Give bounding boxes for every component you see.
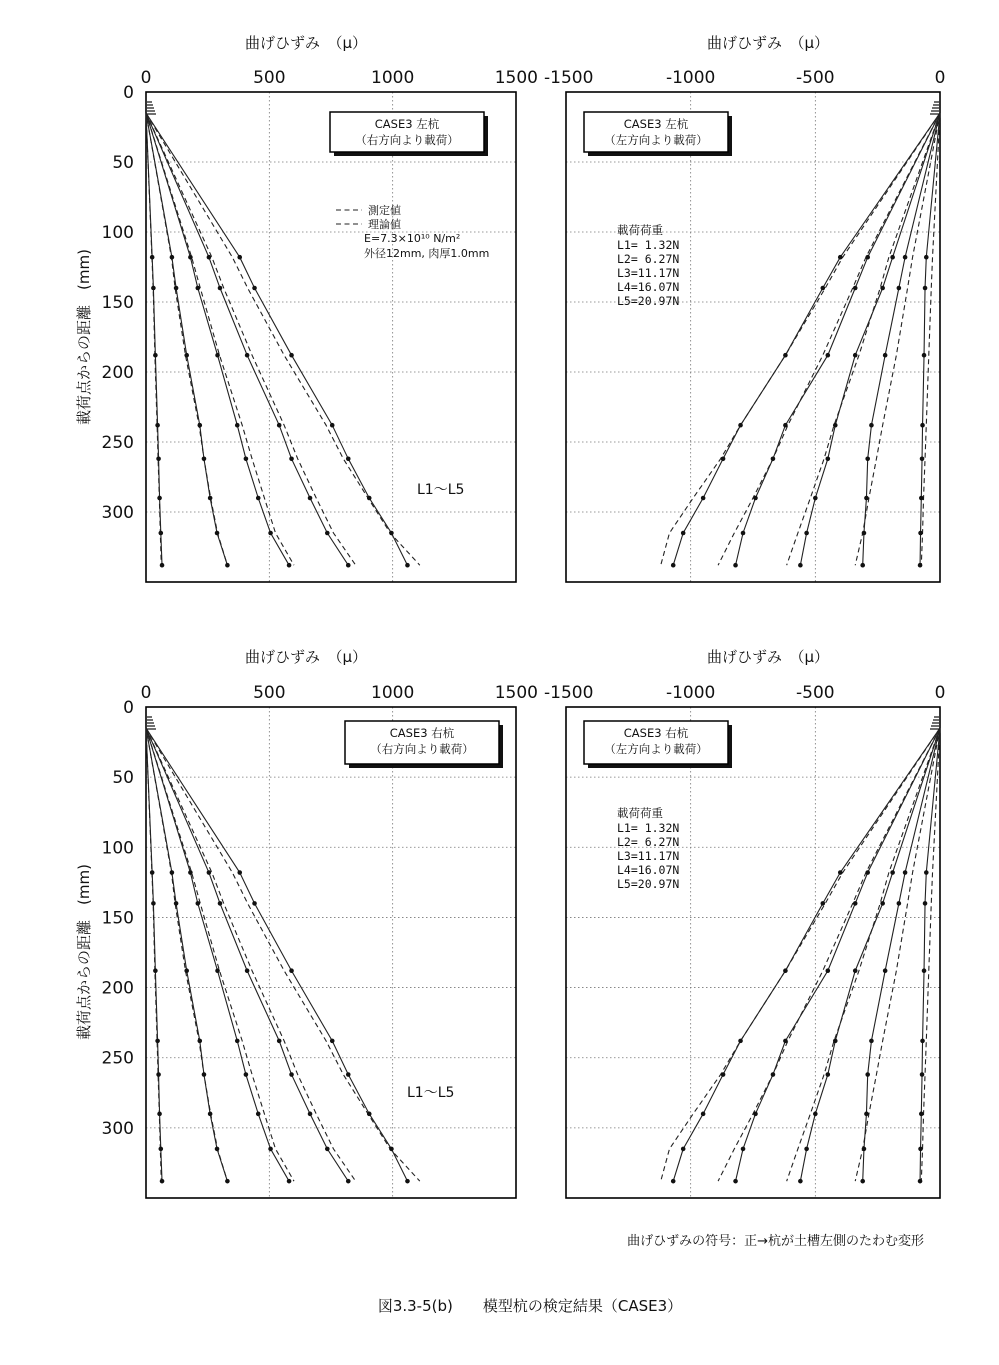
measured-point <box>346 457 351 462</box>
theory-line-L3 <box>787 728 940 1181</box>
x-tick-label: 1000 <box>371 68 415 88</box>
measured-line-L3 <box>146 113 289 565</box>
figure-caption: 図3.3-5(b) 模型杭の検定結果（CASE3） <box>377 1297 683 1315</box>
measured-point <box>821 286 826 291</box>
measured-point <box>783 353 788 358</box>
legend-measured-label: 測定値 <box>368 204 401 217</box>
y-tick-label: 50 <box>112 768 134 789</box>
measured-point <box>798 563 803 568</box>
measured-point <box>883 353 888 358</box>
measured-point <box>160 563 165 568</box>
case-label: CASE3 左杭 <box>623 117 689 131</box>
measured-point <box>244 457 249 462</box>
x-tick-label: 0 <box>934 683 946 703</box>
measured-point <box>197 423 202 428</box>
load-value-4: L4=16.07N <box>617 280 680 294</box>
measured-point <box>157 496 162 501</box>
measured-point <box>367 496 372 501</box>
measured-point <box>853 286 858 291</box>
plot-frame <box>146 707 516 1198</box>
measured-point <box>783 423 788 428</box>
y-tick-label: 200 <box>101 978 134 999</box>
measured-point <box>289 1072 294 1077</box>
y-axis-title-2: 載荷点からの距離 (mm) <box>75 864 93 1040</box>
load-value-1: L1= 1.32N <box>617 821 680 835</box>
measured-point <box>157 1112 162 1117</box>
x-tick-label: 1500 <box>494 68 538 88</box>
measured-point <box>923 901 928 906</box>
measured-point <box>346 1179 351 1184</box>
measured-point <box>741 531 746 536</box>
measured-point <box>864 1112 869 1117</box>
measured-point <box>804 1147 809 1152</box>
measured-point <box>833 423 838 428</box>
measured-point <box>252 286 257 291</box>
x-axis-title: 曲げひずみ （μ） <box>244 648 368 666</box>
measured-point <box>733 1179 738 1184</box>
plot-frame <box>566 707 940 1198</box>
x-tick-label: 0 <box>934 68 946 88</box>
measured-point <box>924 870 929 875</box>
x-tick-label: 500 <box>253 683 286 703</box>
y-tick-label: 300 <box>101 503 134 523</box>
measured-point <box>268 531 273 536</box>
measured-point <box>287 1179 292 1184</box>
measured-point <box>783 968 788 973</box>
measured-point <box>813 1112 818 1117</box>
measured-line-L2 <box>863 728 940 1181</box>
measured-point <box>701 1112 706 1117</box>
y-tick-label: 100 <box>101 223 134 243</box>
measured-point <box>202 457 207 462</box>
x-tick-label: 1500 <box>494 683 538 703</box>
measured-point <box>869 423 874 428</box>
measured-point <box>890 255 895 260</box>
measured-point <box>159 531 164 536</box>
plot-frame <box>566 92 940 582</box>
measured-point <box>865 457 870 462</box>
load-value-3: L3=11.17N <box>617 266 680 280</box>
measured-point <box>155 423 160 428</box>
x-tick-label: -1000 <box>665 68 716 88</box>
measured-point <box>159 1147 164 1152</box>
measured-point <box>367 1112 372 1117</box>
measured-point <box>218 286 223 291</box>
measured-point <box>237 870 242 875</box>
measured-line-L3 <box>146 728 289 1181</box>
load-value-5: L5=20.97N <box>617 294 680 308</box>
load-value-1: L1= 1.32N <box>617 238 680 252</box>
measured-point <box>208 496 213 501</box>
measured-point <box>196 286 201 291</box>
measured-point <box>155 1039 160 1044</box>
y-tick-label: 200 <box>101 363 134 383</box>
measured-point <box>268 1147 273 1152</box>
measured-point <box>289 353 294 358</box>
measured-point <box>919 496 924 501</box>
measured-point <box>184 353 189 358</box>
x-axis-title: 曲げひずみ （μ） <box>706 648 830 666</box>
measured-point <box>215 1147 220 1152</box>
measured-point <box>833 1039 838 1044</box>
measured-point <box>813 496 818 501</box>
theory-line-L4 <box>718 728 940 1181</box>
measured-point <box>325 531 330 536</box>
measured-point <box>207 870 212 875</box>
measured-point <box>919 1112 924 1117</box>
measured-point <box>244 1072 249 1077</box>
measured-point <box>287 563 292 568</box>
measured-point <box>346 563 351 568</box>
y-tick-label: 250 <box>101 433 134 453</box>
theory-line-L4 <box>146 113 356 565</box>
measured-point <box>753 496 758 501</box>
measured-point <box>289 968 294 973</box>
measured-point <box>330 423 335 428</box>
measured-point <box>256 1112 261 1117</box>
x-tick-label: -1500 <box>544 683 594 703</box>
sign-note: 曲げひずみの符号：正→杭が土槽左側のたわむ変形 <box>627 1234 924 1249</box>
measured-point <box>671 1179 676 1184</box>
case-label: CASE3 右杭 <box>389 726 455 740</box>
y-tick-label: 100 <box>101 838 134 859</box>
measured-point <box>389 1147 394 1152</box>
loading-direction-label: （右方向より載荷） <box>370 742 474 756</box>
measured-point <box>826 1072 831 1077</box>
chart-panel-top-left <box>102 34 538 582</box>
loading-direction-label: （右方向より載荷） <box>355 133 459 147</box>
measured-point <box>804 531 809 536</box>
measured-point <box>153 968 158 973</box>
x-tick-label: -1500 <box>544 68 594 88</box>
measured-point <box>869 1039 874 1044</box>
chart-panel-top-right <box>544 34 945 582</box>
measured-point <box>923 286 928 291</box>
load-value-4: L4=16.07N <box>617 863 680 877</box>
measured-point <box>922 353 927 358</box>
measured-point <box>202 1072 207 1077</box>
measured-point <box>783 1039 788 1044</box>
load-title: 載荷荷重 <box>617 806 663 820</box>
measured-line-L5 <box>673 728 940 1181</box>
x-axis-title: 曲げひずみ （μ） <box>244 34 368 52</box>
x-tick-label: -500 <box>796 68 835 88</box>
case-label: CASE3 左杭 <box>374 117 440 131</box>
measured-point <box>865 255 870 260</box>
measured-point <box>853 901 858 906</box>
measured-point <box>215 353 220 358</box>
theory-line-L3 <box>787 113 940 565</box>
x-tick-label: 0 <box>140 68 152 88</box>
measured-point <box>405 563 410 568</box>
plot-frame <box>146 92 516 582</box>
measured-point <box>880 901 885 906</box>
modulus-label: E=7.3×10¹⁰ N/m² <box>364 232 461 245</box>
y-tick-label: 250 <box>101 1048 134 1069</box>
measured-point <box>215 531 220 536</box>
y-tick-label: 150 <box>101 293 134 313</box>
measured-point <box>207 255 212 260</box>
theory-line-L4 <box>146 728 356 1181</box>
y-tick-label: 300 <box>101 1118 134 1139</box>
measured-point <box>826 968 831 973</box>
measured-point <box>753 1112 758 1117</box>
measured-point <box>821 901 826 906</box>
x-tick-label: -500 <box>796 683 835 703</box>
load-value-5: L5=20.97N <box>617 877 680 891</box>
measured-point <box>346 1072 351 1077</box>
measured-point <box>153 353 158 358</box>
measured-point <box>826 457 831 462</box>
load-range-label: L1〜L5 <box>417 482 465 498</box>
measured-point <box>920 423 925 428</box>
measured-point <box>741 1147 746 1152</box>
measured-line-L3 <box>800 728 940 1181</box>
measured-line-L4 <box>736 728 940 1181</box>
x-tick-label: 1000 <box>371 683 415 703</box>
measured-point <box>188 255 193 260</box>
measured-point <box>701 496 706 501</box>
measured-point <box>880 286 885 291</box>
x-tick-label: 0 <box>140 683 152 703</box>
measured-point <box>922 968 927 973</box>
measured-point <box>853 968 858 973</box>
measured-point <box>838 255 843 260</box>
measured-point <box>883 968 888 973</box>
measured-point <box>225 563 230 568</box>
measured-point <box>170 255 175 260</box>
measured-point <box>237 255 242 260</box>
load-range-label: L1〜L5 <box>407 1085 455 1101</box>
load-value-2: L2= 6.27N <box>617 835 680 849</box>
legend-theory-label: 理論値 <box>368 218 401 231</box>
measured-point <box>215 968 220 973</box>
measured-point <box>188 870 193 875</box>
x-tick-label: -1000 <box>665 683 716 703</box>
measured-point <box>721 1072 726 1077</box>
measured-point <box>897 286 902 291</box>
measured-point <box>738 423 743 428</box>
measured-point <box>389 531 394 536</box>
load-title: 載荷荷重 <box>617 223 663 237</box>
measured-point <box>771 1072 776 1077</box>
measured-point <box>218 901 223 906</box>
measured-point <box>235 1039 240 1044</box>
measured-point <box>890 870 895 875</box>
measured-point <box>160 1179 165 1184</box>
measured-point <box>256 496 261 501</box>
measured-point <box>225 1179 230 1184</box>
measured-point <box>903 255 908 260</box>
measured-point <box>864 496 869 501</box>
measured-point <box>235 423 240 428</box>
measured-point <box>156 1072 161 1077</box>
chart-panel-bottom-left <box>102 648 538 1198</box>
measured-point <box>289 457 294 462</box>
measured-point <box>865 1072 870 1077</box>
x-tick-label: 500 <box>253 68 286 88</box>
measured-point <box>865 870 870 875</box>
measured-line-L4 <box>146 728 348 1181</box>
measured-point <box>924 255 929 260</box>
case-label: CASE3 右杭 <box>623 726 689 740</box>
measured-point <box>325 1147 330 1152</box>
measured-point <box>918 531 923 536</box>
measured-line-L4 <box>146 113 348 565</box>
measured-point <box>156 457 161 462</box>
measured-point <box>174 286 179 291</box>
measured-point <box>771 457 776 462</box>
measured-point <box>277 423 282 428</box>
load-value-2: L2= 6.27N <box>617 252 680 266</box>
measured-point <box>798 1179 803 1184</box>
measured-point <box>860 1179 865 1184</box>
measured-point <box>170 870 175 875</box>
measured-point <box>853 353 858 358</box>
loading-direction-label: （左方向より載荷） <box>604 742 708 756</box>
measured-point <box>197 1039 202 1044</box>
y-tick-label: 0 <box>123 698 134 718</box>
measured-point <box>245 968 250 973</box>
x-axis-title: 曲げひずみ （μ） <box>706 34 830 52</box>
measured-point <box>838 870 843 875</box>
theory-line-L4 <box>718 113 940 565</box>
measured-line-L4 <box>736 113 940 565</box>
measured-point <box>920 1072 925 1077</box>
measured-point <box>862 1147 867 1152</box>
y-tick-label: 150 <box>101 908 134 929</box>
measured-point <box>903 870 908 875</box>
measured-point <box>681 531 686 536</box>
measured-point <box>897 901 902 906</box>
y-axis-title-1: 載荷点からの距離 (mm) <box>75 249 93 425</box>
measured-point <box>733 563 738 568</box>
measured-point <box>208 1112 213 1117</box>
measured-point <box>150 255 155 260</box>
measured-point <box>862 531 867 536</box>
measured-point <box>330 1039 335 1044</box>
measured-point <box>150 870 155 875</box>
measured-point <box>671 563 676 568</box>
measured-point <box>196 901 201 906</box>
measured-point <box>252 901 257 906</box>
y-tick-label: 50 <box>112 153 134 173</box>
measured-point <box>151 286 156 291</box>
measured-point <box>308 496 313 501</box>
loading-direction-label: （左方向より載荷） <box>604 133 708 147</box>
measured-point <box>245 353 250 358</box>
pile-dimension-label: 外径12mm, 肉厚1.0mm <box>364 247 490 260</box>
theory-line-L3 <box>146 113 294 565</box>
measured-point <box>918 563 923 568</box>
measured-point <box>826 353 831 358</box>
load-value-3: L3=11.17N <box>617 849 680 863</box>
measured-point <box>681 1147 686 1152</box>
measured-point <box>151 901 156 906</box>
measured-line-L3 <box>800 113 940 565</box>
measured-point <box>405 1179 410 1184</box>
measured-point <box>308 1112 313 1117</box>
measured-point <box>174 901 179 906</box>
chart-panel-bottom-right <box>544 648 945 1198</box>
measured-point <box>918 1179 923 1184</box>
measured-point <box>920 1039 925 1044</box>
measured-line-L2 <box>863 113 940 565</box>
measured-point <box>277 1039 282 1044</box>
measured-point <box>184 968 189 973</box>
measured-point <box>721 457 726 462</box>
y-tick-label: 0 <box>123 83 134 103</box>
measured-line-L5 <box>673 113 940 565</box>
measured-point <box>738 1039 743 1044</box>
measured-point <box>920 457 925 462</box>
measured-point <box>860 563 865 568</box>
measured-point <box>918 1147 923 1152</box>
theory-line-L3 <box>146 728 294 1181</box>
